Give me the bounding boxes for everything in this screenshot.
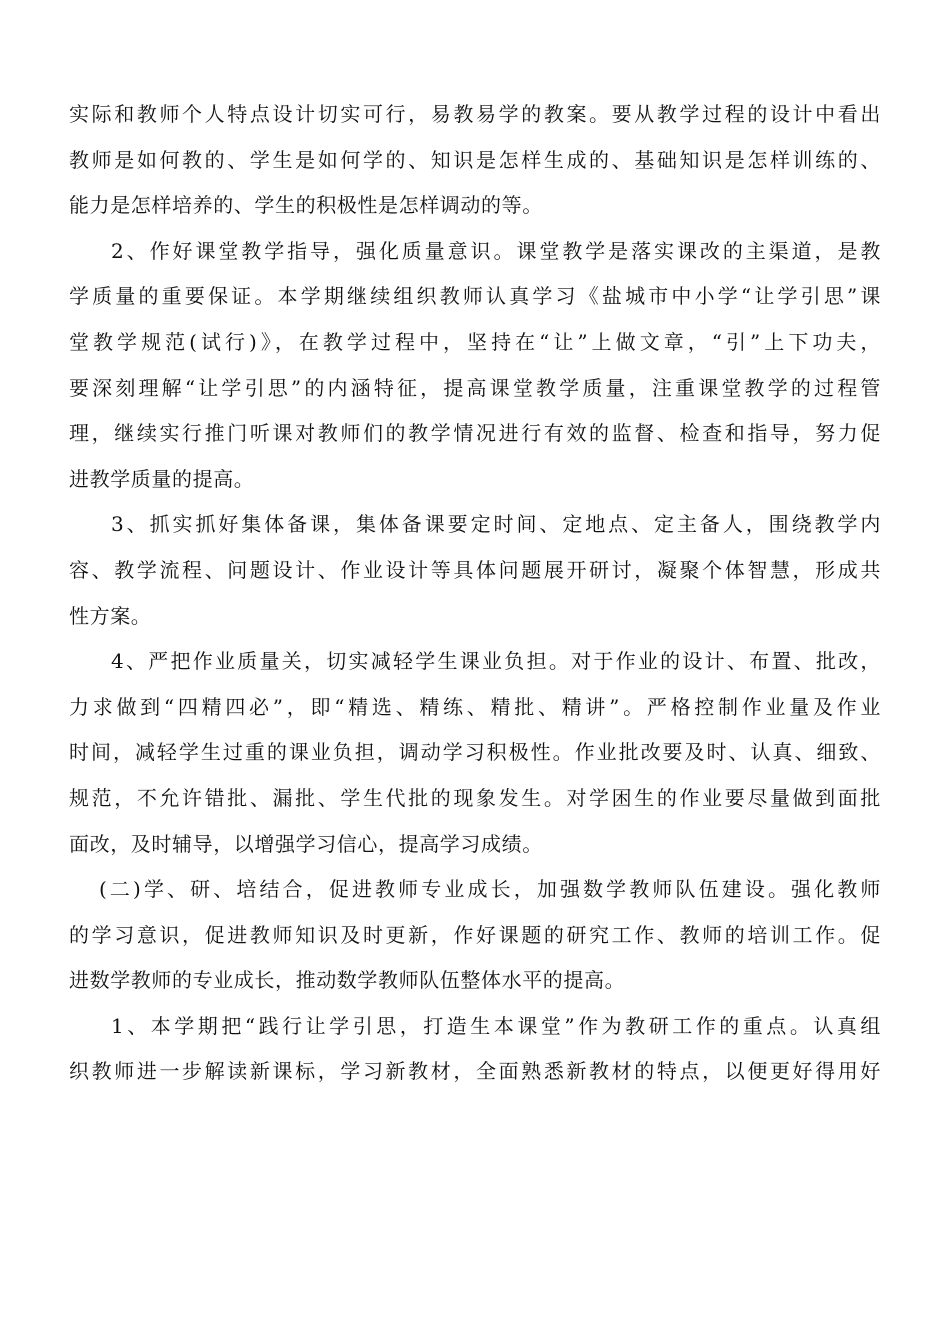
text-line: 要深刻理解“让学引思”的内涵特征，提高课堂教学质量，注重课堂教学的过程管	[69, 375, 881, 400]
paragraph-start-line: 1、本学期把“践行让学引思，打造生本课堂”作为教研工作的重点。认真组	[111, 1013, 881, 1038]
paragraph-start-line: 4、严把作业质量关，切实减轻学生课业负担。对于作业的设计、布置、批改，	[111, 649, 881, 674]
text-line: 时间，减轻学生过重的课业负担，调动学习积极性。作业批改要及时、认真、细致、	[69, 740, 881, 765]
text-line: 规范，不允许错批、漏批、学生代批的现象发生。对学困生的作业要尽量做到面批	[69, 785, 881, 810]
text-line: 进数学教师的专业成长，推动数学教师队伍整体水平的提高。	[69, 968, 626, 993]
text-line: 性方案。	[69, 603, 152, 628]
paragraph-start-line: 2、作好课堂教学指导，强化质量意识。课堂教学是落实课改的主渠道，是教	[111, 238, 881, 263]
text-line: 的学习意识，促进教师知识及时更新，作好课题的研究工作、教师的培训工作。促	[69, 922, 881, 947]
text-line: 面改，及时辅导，以增强学习信心，提高学习成绩。	[69, 831, 543, 856]
section-heading-line: (二)学、研、培结合，促进教师专业成长，加强数学教师队伍建设。强化教师	[99, 877, 881, 902]
document-body	[69, 92, 881, 1095]
text-line: 堂教学规范(试行)》，在教学过程中，坚持在“让”上做文章，“引”上下功夫，	[69, 329, 881, 354]
text-line: 容、教学流程、问题设计、作业设计等具体问题展开研讨，凝聚个体智慧，形成共	[69, 557, 881, 582]
text-line: 实际和教师个人特点设计切实可行，易教易学的教案。要从教学过程的设计中看出	[69, 102, 881, 126]
text-line: 织教师进一步解读新课标，学习新教材，全面熟悉新教材的特点，以便更好得用好	[69, 1059, 881, 1084]
text-line: 力求做到“四精四必”，即“精选、精练、精批、精讲”。严格控制作业量及作业	[69, 694, 881, 719]
text-line: 能力是怎样培养的、学生的积极性是怎样调动的等。	[69, 193, 543, 218]
text-line: 进教学质量的提高。	[69, 466, 255, 491]
text-line: 学质量的重要保证。本学期继续组织教师认真学习《盐城市中小学“让学引思”课	[69, 284, 881, 309]
paragraph-start-line: 3、抓实抓好集体备课，集体备课要定时间、定地点、定主备人，围绕教学内	[111, 512, 881, 537]
text-line: 教师是如何教的、学生是如何学的、知识是怎样生成的、基础知识是怎样训练的、	[69, 147, 881, 172]
text-line: 理，继续实行推门听课对教师们的教学情况进行有效的监督、检查和指导，努力促	[69, 421, 881, 446]
